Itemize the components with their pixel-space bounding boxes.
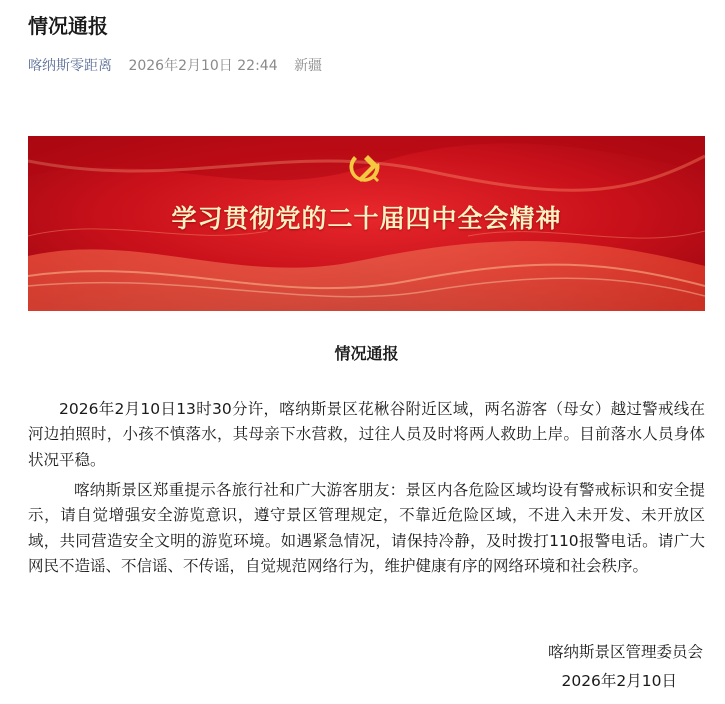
- signature-date: 2026年2月10日: [561, 672, 677, 690]
- notice-paragraph: 喀纳斯景区郑重提示各旅行社和广大游客朋友：景区内各危险区域均设有警戒标识和安全提示，请自觉增强安全游览意识，遵守景区管理规定，不靠近危险区域，不进入未开发、未开放区域，共同营造安全文明的游览环境。如遇紧急情况，请保持冷静，及时拨打110报警电话。请广大网民不造谣、不信谣、不传谣，自觉规范网络行为，维护健康有序的网络环境和社会秩序。: [28, 481, 705, 575]
- notice-heading: 情况通报: [334, 344, 399, 363]
- publish-date: 2026年2月10日 22:44: [128, 58, 278, 74]
- notice-paragraph: 2026年2月10日13时30分许，喀纳斯景区花楸谷附近区域，两名游客（母女）越过警戒线在河边拍照时，小孩不慎落水，其母亲下水营救，过往人员及时将两人救助上岸。目前落水人员身体状况平稳。: [28, 400, 705, 469]
- banner-image: [28, 136, 705, 311]
- account-name-link[interactable]: 喀纳斯零距离: [28, 58, 112, 74]
- article-title: 情况通报: [28, 14, 108, 38]
- publish-region: 新疆: [294, 58, 323, 74]
- article-meta: [28, 56, 322, 76]
- banner-slogan: 学习贯彻党的二十届四中全会精神: [171, 204, 562, 233]
- signature-organization: 喀纳斯景区管理委员会: [547, 643, 703, 661]
